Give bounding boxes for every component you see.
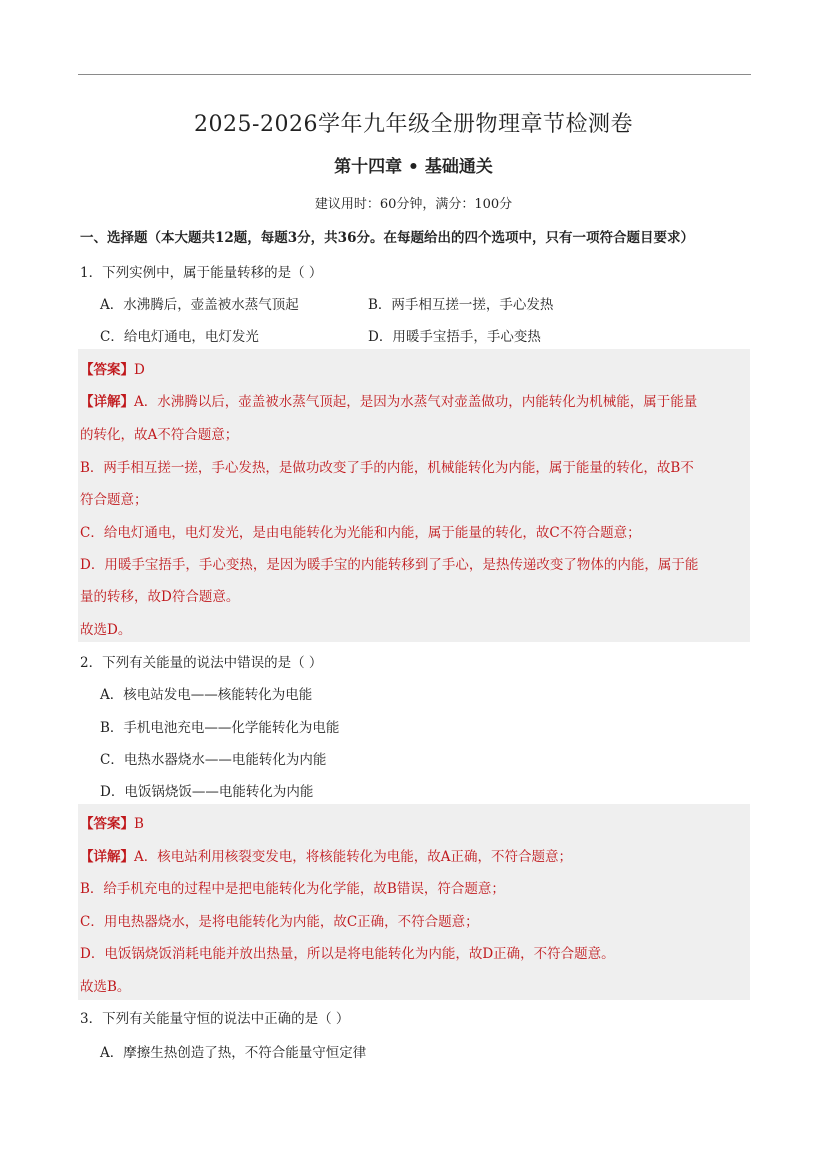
q2-answer: 【答案】B [80, 816, 144, 832]
q2-option-a: A．核电站发电——核能转化为电能 [100, 687, 313, 703]
page-title: 2025-2026学年九年级全册物理章节检测卷 [194, 112, 633, 137]
q2-detail-line: D．电饭锅烧饭消耗电能并放出热量，所以是将电能转化为内能，故D正确，不符合题意。 [80, 946, 615, 962]
q1-detail-line: C．给电灯通电，电灯发光，是由电能转化为光能和内能，属于能量的转化，故C不符合题意； [80, 525, 641, 541]
q1-detail-line: 的转化，故A不符合题意； [80, 427, 239, 443]
q2-detail-line: B．给手机充电的过程中是把电能转化为化学能，故B错误，符合题意； [80, 881, 505, 897]
question-1-stem: 1．下列实例中，属于能量转移的是（ ） [80, 265, 323, 281]
q2-option-c: C．电热水器烧水——电能转化为内能 [100, 752, 327, 768]
header-rule [78, 74, 751, 75]
section-heading: 一、选择题（本大题共12题，每题3分，共36分。在每题给出的四个选项中，只有一项符合题目要求） [80, 230, 694, 246]
exam-meta: 建议用时：60分钟，满分：100分 [314, 197, 513, 212]
q1-detail-line: 符合题意； [80, 492, 148, 508]
q2-option-d: D．电饭锅烧饭——电能转化为内能 [100, 784, 314, 800]
chapter-subtitle: 第十四章 • 基础通关 [334, 157, 493, 177]
q1-conclusion: 故选D。 [80, 622, 132, 638]
q2-detail-line: 【详解】A．核电站利用核裂变发电，将核能转化为电能，故A正确，不符合题意； [80, 849, 572, 865]
question-3-stem: 3．下列有关能量守恒的说法中正确的是（ ） [80, 1011, 350, 1027]
q1-detail-line: 量的转移，故D符合题意。 [80, 589, 240, 605]
q2-conclusion: 故选B。 [80, 979, 131, 995]
q1-answer: 【答案】D [80, 362, 145, 378]
q2-option-b: B．手机电池充电——化学能转化为电能 [100, 720, 340, 736]
q1-detail-line: 【详解】A．水沸腾以后，壶盖被水蒸气顶起，是因为水蒸气对壶盖做功，内能转化为机械能，属于能量 [80, 394, 698, 410]
q2-detail-line: C．用电热器烧水，是将电能转化为内能，故C正确，不符合题意； [80, 914, 479, 930]
q3-option-a: A．摩擦生热创造了热，不符合能量守恒定律 [100, 1045, 367, 1061]
question-2-stem: 2．下列有关能量的说法中错误的是（ ） [80, 655, 323, 671]
q1-detail-line: B．两手相互搓一搓，手心发热，是做功改变了手的内能，机械能转化为内能，属于能量的转化，故B不 [80, 460, 694, 476]
q1-detail-line: D．用暖手宝捂手，手心变热，是因为暖手宝的内能转移到了手心，是热传递改变了物体的内能，属于能 [80, 557, 699, 573]
q1-option-c: C．给电灯通电，电灯发光 [100, 329, 259, 345]
q2-answer-box [78, 804, 750, 1000]
q1-option-d: D．用暖手宝捂手，手心变热 [368, 329, 541, 345]
q1-option-a: A．水沸腾后，壶盖被水蒸气顶起 [100, 297, 299, 313]
q1-option-b: B．两手相互搓一搓，手心发热 [368, 297, 554, 313]
